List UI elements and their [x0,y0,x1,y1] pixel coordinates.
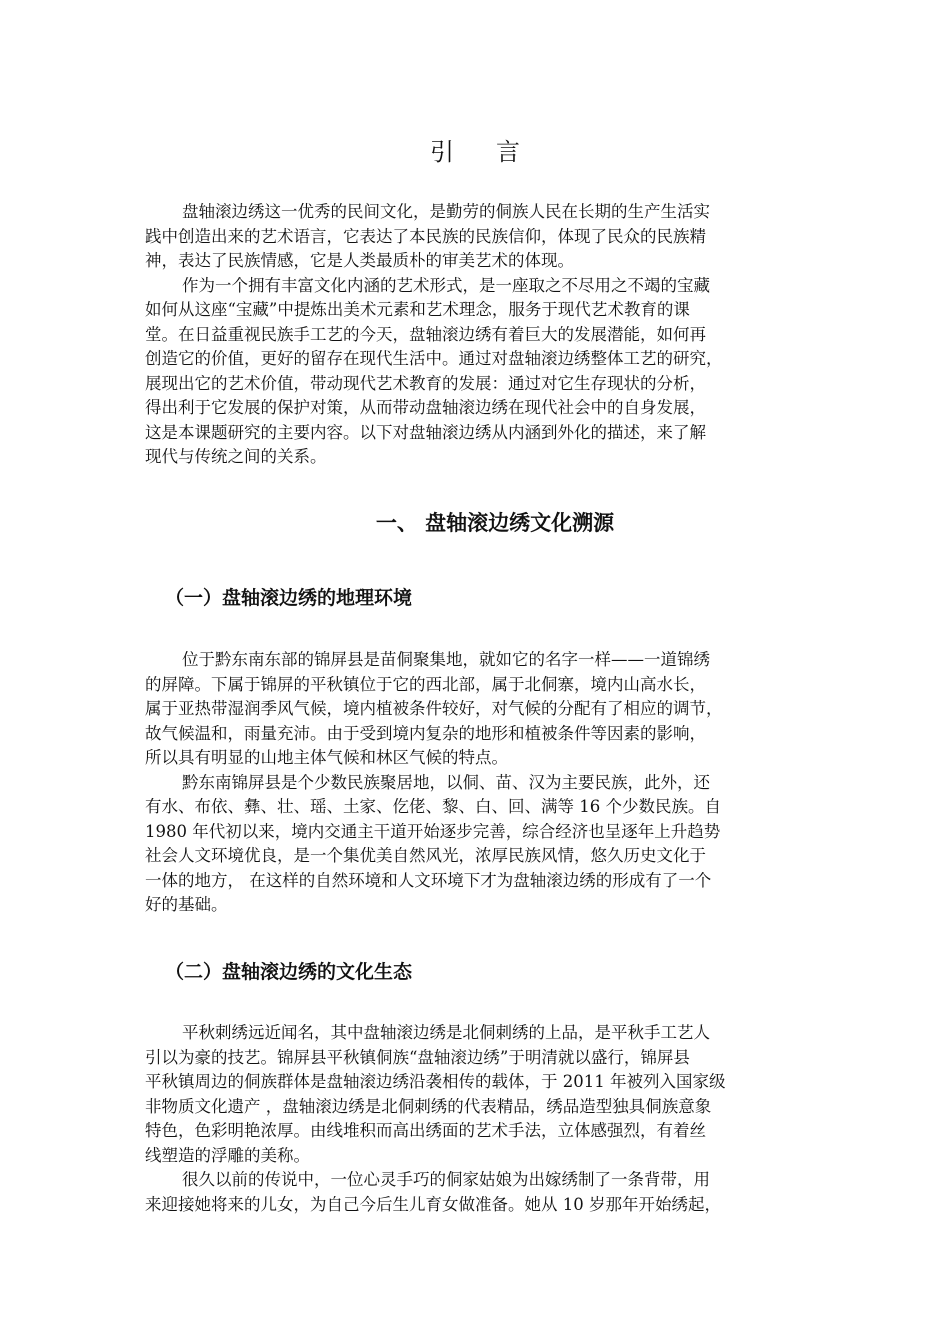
text-line: 如何从这座“宝藏”中提炼出美术元素和艺术理念，服务于现代艺术教育的课 [145,300,690,319]
text-line: 属于亚热带湿润季风气候，境内植被条件较好，对气候的分配有了相应的调节， [145,699,723,718]
text-line: 得出利于它发展的保护对策，从而带动盘轴滚边绣在现代社会中的自身发展， [145,398,706,417]
text-line: 线塑造的浮雕的美称。 [145,1145,310,1165]
text-line: 展现出它的艺术价值，带动现代艺术教育的发展：通过对它生存现状的分析， [145,373,706,393]
text-line: 盘轴滚边绣这一优秀的民间文化，是勤劳的侗族人民在长期的生产生活实 [182,202,710,221]
subsection-heading: （一）盘轴滚边绣的地理环境 [165,587,413,609]
text-line: 黔东南锦屏县是个少数民族聚居地，以侗、苗、汉为主要民族，此外，还 [182,772,710,792]
text-line: 来迎接她将来的儿女，为自己今后生儿育女做准备。她从 10 岁那年开始绣起， [145,1194,721,1214]
intro-text [145,200,825,470]
page-title: 引言 [430,138,562,166]
text-line: 平秋刺绣远近闻名，其中盘轴滚边绣是北侗刺绣的上品，是平秋手工艺人 [182,1023,710,1042]
text-line: 践中创造出来的艺术语言，它表达了本民族的民族信仰，体现了民众的民族精 [145,226,706,246]
text-line: 有水、布依、彝、壮、瑶、土家、仡佬、黎、白、回、满等 16 个少数民族。自 [145,797,721,816]
text-line: 特色，色彩明艳浓厚。由线堆积而高出绣面的艺术手法，立体感强烈，有着丝 [145,1121,706,1140]
text-line: 所以具有明显的山地主体气候和林区气候的特点。 [145,748,508,767]
text-line: 堂。在日益重视民族手工艺的今天，盘轴滚边绣有着巨大的发展潜能，如何再 [145,324,706,344]
text-line: 作为一个拥有丰富文化内涵的艺术形式，是一座取之不尽用之不竭的宝藏 [182,275,710,295]
text-line: 神，表达了民族情感，它是人类最质朴的审美艺术的体现。 [145,251,574,270]
text-line: 一体的地方， 在这样的自然环境和人文环境下才为盘轴滚边绣的形成有了一个 [145,870,712,890]
subsection-heading: （二）盘轴滚边绣的文化生态 [165,961,413,983]
text-line: 1980 年代初以来，境内交通主干道开始逐步完善，综合经济也呈逐年上升趋势 [145,821,721,841]
geography-text [145,648,825,918]
section-heading: 一、 盘轴滚边绣文化溯源 [375,511,615,535]
text-line: 创造它的价值，更好的留存在现代生活中。通过对盘轴滚边绣整体工艺的研究， [145,349,723,368]
text-line: 的屏障。下属于锦屏的平秋镇位于它的西北部，属于北侗寨，境内山高水长， [145,674,706,694]
text-line: 这是本课题研究的主要内容。以下对盘轴滚边绣从内涵到外化的描述，来了解 [145,422,706,442]
text-line: 社会人文环境优良，是一个集优美自然风光，浓厚民族风情，悠久历史文化于 [145,846,706,865]
text-line: 引以为豪的技艺。锦屏县平秋镇侗族“盘轴滚边绣”于明清就以盛行，锦屏县 [145,1047,690,1067]
text-line: 位于黔东南东部的锦屏县是苗侗聚集地，就如它的名字一样——一道锦绣 [182,650,710,669]
text-line: 现代与传统之间的关系。 [145,447,327,466]
text-line: 故气候温和，雨量充沛。由于受到境内复杂的地形和植被条件等因素的影响， [145,723,706,743]
text-line: 非物质文化遗产 ，盘轴滚边绣是北侗刺绣的代表精品，绣品造型独具侗族意象 [145,1096,712,1116]
text-line: 很久以前的传说中，一位心灵手巧的侗家姑娘为出嫁绣制了一条背带，用 [182,1170,710,1189]
culture-text [145,1021,825,1217]
text-line: 好的基础。 [145,895,228,914]
text-line: 平秋镇周边的侗族群体是盘轴滚边绣沿袭相传的载体，于 2011 年被列入国家级 [145,1072,726,1091]
